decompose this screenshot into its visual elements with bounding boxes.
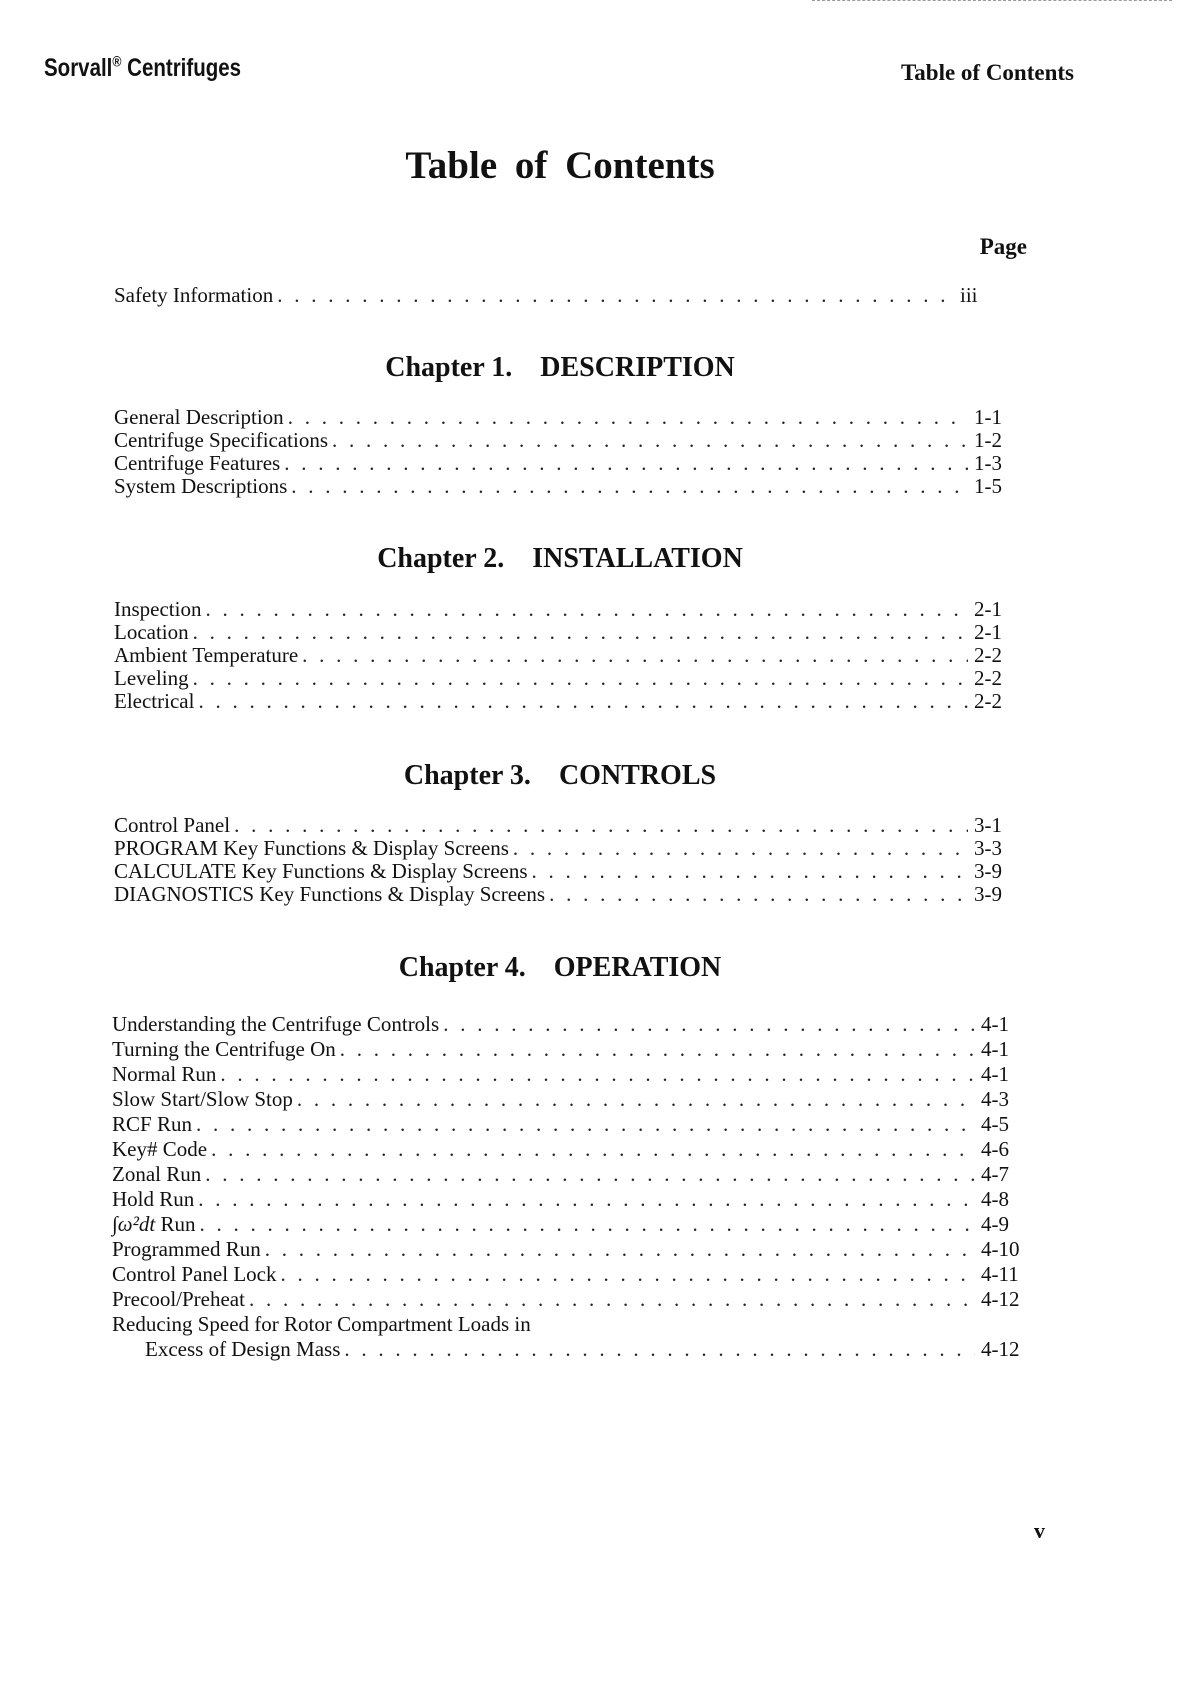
dot-leader xyxy=(302,644,968,667)
toc-entry-label: System Descriptions xyxy=(114,474,288,498)
toc-entry-label: Slow Start/Slow Stop xyxy=(112,1087,293,1111)
toc-entry-page: 1-1 xyxy=(974,405,1002,429)
toc-entry-page: 2-2 xyxy=(974,643,1002,667)
toc-entry-label: Location xyxy=(114,620,189,644)
toc-entry[interactable] xyxy=(112,1088,1027,1111)
chapter-2-heading: Chapter 2. INSTALLATION xyxy=(377,543,743,574)
dot-leader xyxy=(193,621,968,644)
running-header-brand: Sorvall® Centrifuges xyxy=(44,53,242,82)
toc-entry-label: Safety Information xyxy=(114,283,274,307)
page-number: v xyxy=(1034,1518,1045,1543)
dot-leader xyxy=(196,1113,975,1136)
toc-entry-label: Hold Run xyxy=(112,1187,195,1211)
toc-entry[interactable] xyxy=(114,406,1020,429)
dot-leader xyxy=(284,452,968,475)
dot-leader xyxy=(344,1338,975,1361)
dot-leader xyxy=(291,475,968,498)
toc-entry-safety-information[interactable] xyxy=(114,284,1006,307)
toc-entry-label: Centrifuge Features xyxy=(114,451,281,475)
toc-entry-label: Zonal Run xyxy=(112,1162,202,1186)
toc-entry[interactable] xyxy=(114,837,1020,860)
toc-entry-page: 2-1 xyxy=(974,597,1002,621)
toc-entry-label: RCF Run xyxy=(112,1112,192,1136)
toc-entry-page: iii xyxy=(960,283,978,307)
toc-entry[interactable] xyxy=(112,1113,1027,1136)
dot-leader xyxy=(532,860,968,883)
toc-entry-page: 4-1 xyxy=(981,1062,1009,1086)
toc-entry-label: Control Panel xyxy=(114,813,231,837)
toc-entry[interactable] xyxy=(112,1038,1027,1061)
toc-entry[interactable] xyxy=(145,1338,1027,1361)
toc-entry[interactable] xyxy=(114,621,1020,644)
toc-entry-page: 3-9 xyxy=(974,859,1002,883)
toc-entry[interactable] xyxy=(114,814,1020,837)
dot-leader xyxy=(513,837,968,860)
toc-entry-label: Centrifuge Specifications xyxy=(114,428,329,452)
toc-entry[interactable] xyxy=(114,883,1020,906)
toc-entry-page: 1-5 xyxy=(974,474,1002,498)
dot-leader xyxy=(280,1263,975,1286)
toc-entry[interactable] xyxy=(114,452,1020,475)
dot-leader xyxy=(332,429,968,452)
toc-entry-page: 4-7 xyxy=(981,1162,1009,1186)
dot-leader xyxy=(205,598,968,621)
toc-entry[interactable] xyxy=(112,1013,1027,1036)
toc-entry-label: Electrical xyxy=(114,689,195,713)
dot-leader xyxy=(288,406,968,429)
dot-leader xyxy=(297,1088,975,1111)
toc-entry[interactable] xyxy=(114,475,1020,498)
dot-leader xyxy=(443,1013,975,1036)
toc-entry[interactable] xyxy=(114,690,1020,713)
toc-entry-page: 1-3 xyxy=(974,451,1002,475)
dot-leader xyxy=(198,1188,975,1211)
toc-entry-page: 4-8 xyxy=(981,1187,1009,1211)
dot-leader xyxy=(220,1063,975,1086)
toc-entry[interactable] xyxy=(114,644,1020,667)
toc-entry-page: 1-2 xyxy=(974,428,1002,452)
toc-entry[interactable] xyxy=(112,1263,1027,1286)
toc-entry[interactable] xyxy=(112,1138,1027,1161)
toc-entry-label: Control Panel Lock xyxy=(112,1262,277,1286)
toc-entry-page: 4-9 xyxy=(981,1212,1009,1236)
toc-entry-page: 4-12 xyxy=(981,1287,1020,1311)
running-header-section: Table of Contents xyxy=(901,60,1074,85)
dot-leader xyxy=(198,690,968,713)
dot-leader xyxy=(199,1213,975,1236)
toc-entry-page: 4-12 xyxy=(981,1337,1020,1361)
page-title: Table of Contents xyxy=(405,144,715,187)
toc-entry-page: 3-1 xyxy=(974,813,1002,837)
toc-entry-page: 4-3 xyxy=(981,1087,1009,1111)
toc-entry[interactable] xyxy=(112,1213,1027,1236)
toc-entry-page: 4-10 xyxy=(981,1237,1020,1261)
dot-leader xyxy=(234,814,968,837)
toc-entry-label: Ambient Temperature xyxy=(114,643,299,667)
toc-entry-label: General Description xyxy=(114,405,284,429)
toc-entry-page: 2-1 xyxy=(974,620,1002,644)
toc-entry-label: Precool/Preheat xyxy=(112,1287,245,1311)
dot-leader xyxy=(211,1138,975,1161)
dot-leader xyxy=(549,883,968,906)
dot-leader xyxy=(249,1288,975,1311)
toc-entry-label: Key# Code xyxy=(112,1137,208,1161)
toc-entry-label: PROGRAM Key Functions & Display Screens xyxy=(114,836,509,860)
toc-entry-page: 2-2 xyxy=(974,689,1002,713)
toc-entry-page: 4-1 xyxy=(981,1037,1009,1061)
toc-entry-page: 4-11 xyxy=(981,1262,1019,1286)
dot-leader xyxy=(205,1163,975,1186)
scan-artifact xyxy=(812,0,1172,5)
toc-entry[interactable] xyxy=(112,1238,1027,1261)
toc-entry[interactable] xyxy=(112,1188,1027,1211)
toc-entry-page: 3-3 xyxy=(974,836,1002,860)
toc-entry-label: Programmed Run xyxy=(112,1237,261,1261)
toc-entry-label: Turning the Centrifuge On xyxy=(112,1037,336,1061)
toc-entry-label: CALCULATE Key Functions & Display Screens xyxy=(114,859,528,883)
dot-leader xyxy=(340,1038,975,1061)
toc-entry-page: 2-2 xyxy=(974,666,1002,690)
toc-entry-label: Excess of Design Mass xyxy=(145,1337,341,1361)
toc-entry[interactable] xyxy=(112,1163,1027,1186)
toc-entry-label: Leveling xyxy=(114,666,189,690)
toc-entry[interactable] xyxy=(114,598,1020,621)
chapter-1-heading: Chapter 1. DESCRIPTION xyxy=(385,352,735,383)
toc-entry-page: 3-9 xyxy=(974,882,1002,906)
toc-entry-label: DIAGNOSTICS Key Functions & Display Screens xyxy=(114,882,546,906)
toc-entry-page: 4-5 xyxy=(981,1112,1009,1136)
toc-entry-label: Understanding the Centrifuge Controls xyxy=(112,1012,440,1036)
toc-entry-label: Normal Run xyxy=(112,1062,217,1086)
toc-entry-page: 4-6 xyxy=(981,1137,1009,1161)
toc-entry-label[interactable]: Reducing Speed for Rotor Compartment Loads in xyxy=(112,1312,531,1336)
toc-entry[interactable] xyxy=(112,1063,1027,1086)
toc-entry[interactable] xyxy=(114,860,1020,883)
toc-entry[interactable] xyxy=(114,429,1020,452)
toc-entry-label: ∫ω²dt Run xyxy=(112,1212,196,1236)
integral-omega-squared-dt-symbol: ∫ω²dt xyxy=(112,1212,156,1236)
page-column-label: Page xyxy=(979,234,1027,259)
toc-entry[interactable] xyxy=(112,1288,1027,1311)
toc-entry-page: 4-1 xyxy=(981,1012,1009,1036)
toc-entry-label: Inspection xyxy=(114,597,202,621)
dot-leader xyxy=(193,667,968,690)
dot-leader xyxy=(277,284,954,307)
dot-leader xyxy=(265,1238,975,1261)
chapter-3-heading: Chapter 3. CONTROLS xyxy=(403,760,717,791)
chapter-4-heading: Chapter 4. OPERATION xyxy=(398,952,722,983)
toc-entry[interactable] xyxy=(114,667,1020,690)
